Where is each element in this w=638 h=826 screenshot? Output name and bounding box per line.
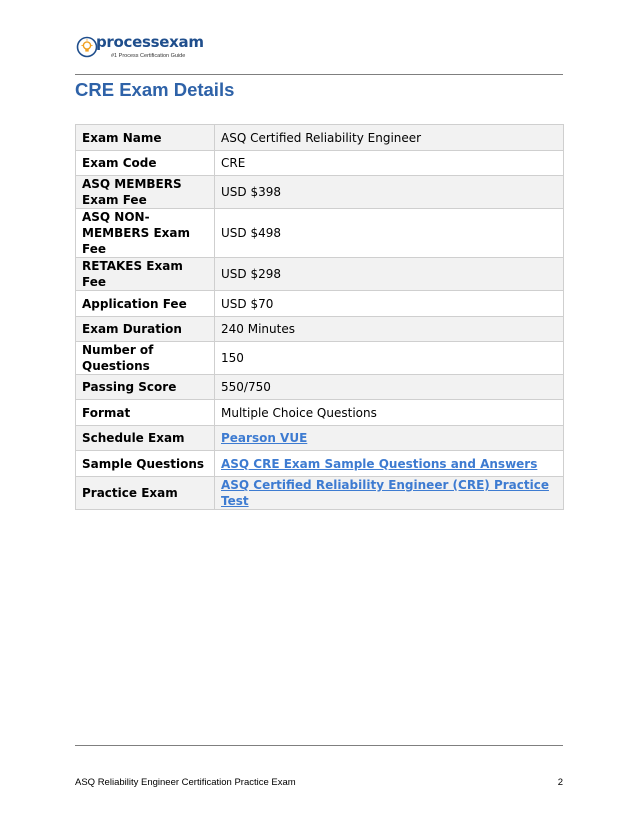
table-row xyxy=(76,400,564,426)
row-value: USD $70 xyxy=(215,291,564,317)
practice-test-link[interactable]: ASQ Certified Reliability Engineer (CRE) Practice Test xyxy=(221,478,549,508)
table-row xyxy=(76,477,564,510)
lightbulb-icon xyxy=(76,36,98,58)
page-title: CRE Exam Details xyxy=(75,79,235,100)
table-row xyxy=(76,209,564,258)
row-value xyxy=(215,426,564,451)
row-value: CRE xyxy=(215,151,564,176)
logo-wordmark: processexam xyxy=(96,33,204,51)
row-label: Exam Name xyxy=(76,125,215,151)
row-label: RETAKES Exam Fee xyxy=(76,258,215,291)
row-label: Application Fee xyxy=(76,291,215,317)
logo-tagline: #1 Process Certification Guide xyxy=(111,53,186,59)
table-row xyxy=(76,375,564,400)
table-row xyxy=(76,258,564,291)
footer-title: ASQ Reliability Engineer Certification Practice Exam xyxy=(75,777,296,788)
page-number: 2 xyxy=(557,777,563,788)
table-row xyxy=(76,291,564,317)
row-value: USD $498 xyxy=(215,209,564,258)
row-label: Exam Duration xyxy=(76,317,215,342)
table-row xyxy=(76,176,564,209)
row-value: Multiple Choice Questions xyxy=(215,400,564,426)
table-row xyxy=(76,342,564,375)
table-row xyxy=(76,151,564,176)
row-value: USD $398 xyxy=(215,176,564,209)
row-label: Practice Exam xyxy=(76,477,215,510)
row-value xyxy=(215,477,564,510)
row-value: 240 Minutes xyxy=(215,317,564,342)
row-value: 550/750 xyxy=(215,375,564,400)
processexam-logo xyxy=(76,33,204,66)
table-row xyxy=(76,125,564,151)
row-value: 150 xyxy=(215,342,564,375)
row-label: Passing Score xyxy=(76,375,215,400)
row-label: Format xyxy=(76,400,215,426)
row-label: ASQ NON-MEMBERS Exam Fee xyxy=(76,209,215,258)
row-label: Schedule Exam xyxy=(76,426,215,451)
table-row xyxy=(76,426,564,451)
row-value xyxy=(215,451,564,477)
footer-divider xyxy=(75,745,563,746)
pearson-vue-link[interactable]: Pearson VUE xyxy=(221,431,308,445)
row-label: Exam Code xyxy=(76,151,215,176)
row-value: USD $298 xyxy=(215,258,564,291)
table-row xyxy=(76,451,564,477)
table-row xyxy=(76,317,564,342)
row-value: ASQ Certified Reliability Engineer xyxy=(215,125,564,151)
row-label: ASQ MEMBERS Exam Fee xyxy=(76,176,215,209)
header-divider xyxy=(75,74,563,75)
sample-questions-link[interactable]: ASQ CRE Exam Sample Questions and Answers xyxy=(221,456,538,471)
row-label: Sample Questions xyxy=(76,451,215,477)
exam-details-table xyxy=(75,124,564,510)
row-label: Number of Questions xyxy=(76,342,215,375)
